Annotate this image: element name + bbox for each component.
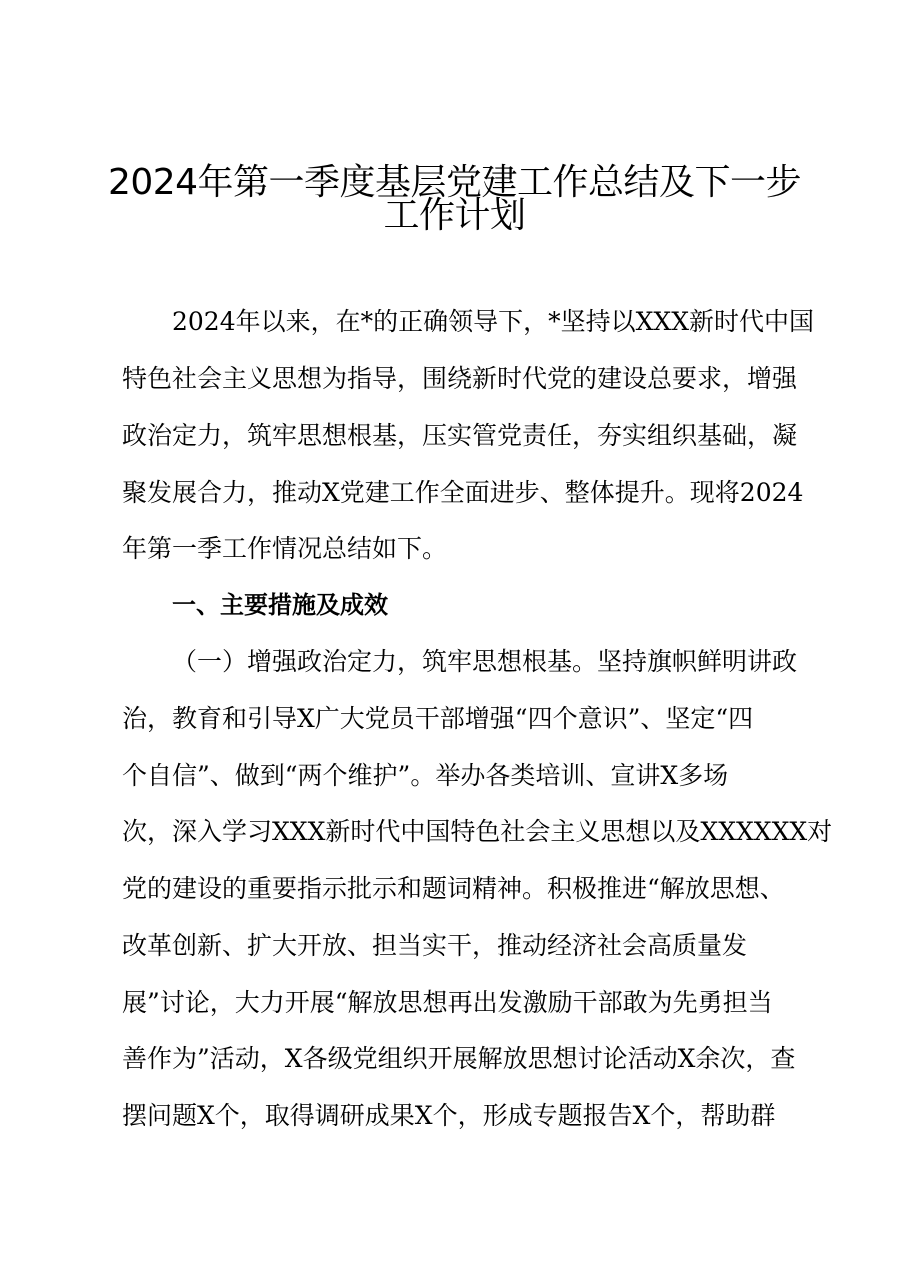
document-title-line-1: 2024年第一季度基层党建工作总结及下一步 [107,162,802,203]
section-line-5: 党的建设的重要指示批示和题词精神。积极推进“解放思想、 [122,874,785,903]
document-title-line-2: 工作计划 [383,195,526,236]
intro-line-3: 政治定力，筑牢思想根基，压实管党责任，夯实组织基础，凝 [122,421,798,450]
section-line-4: 次，深入学习XXX新时代中国特色社会主义思想以及XXXXXX对 [122,817,833,846]
section-line-3: 个自信”、做到“两个维护”。举办各类培训、宣讲X多场 [122,761,729,790]
intro-line-2: 特色社会主义思想为指导，围绕新时代党的建设总要求，增强 [122,364,798,393]
section-line-9: 摆问题X个，取得调研成果X个，形成专题报告X个，帮助群 [122,1101,776,1130]
intro-line-5: 年第一季工作情况总结如下。 [122,534,448,563]
section-line-2: 治，教育和引导X广大党员干部增强“四个意识”、坚定“四 [122,704,754,733]
section-line-1: （一）增强政治定力，筑牢思想根基。坚持旗帜鲜明讲政 [172,647,798,676]
section-heading: 一、主要措施及成效 [172,591,388,619]
intro-line-4: 聚发展合力，推动X党建工作全面进步、整体提升。现将2024 [122,478,804,507]
section-line-8: 善作为”活动，X各级党组织开展解放思想讨论活动X余次，查 [122,1044,796,1073]
section-line-7: 展”讨论，大力开展“解放思想再出发激励干部敢为先勇担当 [122,988,773,1017]
section-line-6: 改革创新、扩大开放、担当实干，推动经济社会高质量发 [122,931,748,960]
intro-line-1: 2024年以来，在*的正确领导下，*坚持以XXX新时代中国 [172,307,815,336]
